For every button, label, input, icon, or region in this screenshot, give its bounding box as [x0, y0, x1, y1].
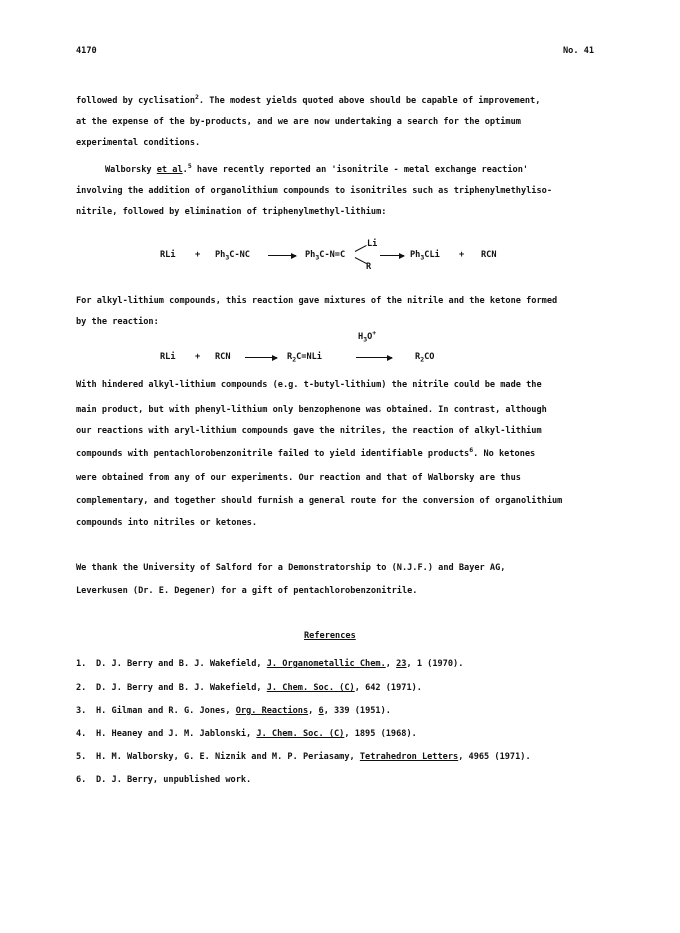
text-line: were obtained from any of our experiments. Our reaction and that of Walborsky are thus: [76, 473, 521, 483]
substituent-li: Li: [367, 239, 378, 249]
reagent-isonitrile: $Ph_3C-NC$: [215, 250, 250, 262]
text-span: compounds with pentachlorobenzonitrile failed to yield identifiable products: [76, 449, 470, 459]
text-span: . The modest yields quoted above should be capable of improvement,: [198, 96, 541, 106]
reagent-rli: RLi: [160, 250, 176, 260]
plus-sign: +: [459, 250, 465, 260]
issue-number: No. 41: [563, 46, 595, 56]
reference-number: 2.: [76, 683, 87, 693]
text-line: compounds into nitriles or ketones.: [76, 518, 258, 528]
reference-text: D. J. Berry and B. J. Wakefield, J. Chem. Soc. (C), 642 (1971).: [96, 683, 422, 693]
reference-text: D. J. Berry, unpublished work.: [96, 775, 252, 785]
plus-sign: +: [195, 352, 201, 362]
reference-text: D. J. Berry and B. J. Wakefield, J. Organometallic Chem., 23, 1 (1970).: [96, 659, 464, 669]
reference-number: 4.: [76, 729, 87, 739]
text-line: [76, 93, 541, 106]
reference-number: 5.: [76, 752, 87, 762]
text-line: at the expense of the by-products, and we are now undertaking a search for the optimum: [76, 117, 521, 127]
text-line: nitrile, followed by elimination of triphenylmethyl-lithium:: [76, 207, 387, 217]
text-line: With hindered alkyl-lithium compounds (e.g. t-butyl-lithium) the nitrile could be made the: [76, 380, 542, 390]
plus-sign: +: [195, 250, 201, 260]
footnote-ref: 6: [469, 446, 474, 455]
reference-number: 6.: [76, 775, 87, 785]
text-line: For alkyl-lithium compounds, this reaction gave mixtures of the nitrile and the ketone formed: [76, 296, 558, 306]
reference-number: 3.: [76, 706, 87, 716]
reference-number: 1.: [76, 659, 87, 669]
reference-text: H. Gilman and R. G. Jones, Org. Reactions, 6, 339 (1951).: [96, 706, 391, 716]
substituent-r: R: [366, 262, 372, 272]
reaction-arrow: [245, 357, 277, 358]
intermediate-imine-salt: $R_2C=NLi$: [287, 352, 322, 364]
bond-line: [355, 245, 367, 252]
page-number: 4170: [76, 46, 97, 56]
bond-line: [355, 257, 367, 264]
text-span: .: [182, 165, 188, 175]
text-span: . No ketones: [473, 449, 536, 459]
reagent-rli: RLi: [160, 352, 176, 362]
product-trityllithium: $Ph_3CLi$: [410, 250, 440, 262]
text-line: Leverkusen (Dr. E. Degener) for a gift of pentachlorobenzonitrile.: [76, 586, 418, 596]
reaction-arrow: [380, 255, 404, 256]
text-line: main product, but with phenyl-lithium only benzophenone was obtained. In contrast, although: [76, 405, 547, 415]
product-ketone: $R_2CO$: [415, 352, 435, 364]
text-line: [105, 162, 529, 175]
text-line: involving the addition of organolithium compounds to isonitriles such as triphenylmethyliso-: [76, 186, 552, 196]
text-line: complementary, and together should furnish a general route for the conversion of organolithium: [76, 496, 563, 506]
text-line: by the reaction:: [76, 317, 159, 327]
reaction-arrow: [268, 255, 296, 256]
et-al-text: et al: [156, 165, 183, 175]
text-line: [76, 446, 536, 459]
reaction-arrow: [356, 357, 392, 358]
reference-text: H. M. Walborsky, G. E. Niznik and M. P. Periasamy, Tetrahedron Letters, 4965 (1971).: [96, 752, 531, 762]
references-heading: References: [304, 631, 356, 641]
reagent-hydronium: $H_3O^+$: [358, 329, 377, 344]
intermediate-imine: $Ph_3C-N=C$: [305, 250, 346, 262]
text-line: We thank the University of Salford for a Demonstratorship to (N.J.F.) and Bayer AG,: [76, 563, 506, 573]
text-line: our reactions with aryl-lithium compounds gave the nitriles, the reaction of alkyl-lithium: [76, 426, 542, 436]
text-span: followed by cyclisation: [76, 96, 195, 106]
reference-text: H. Heaney and J. M. Jablonski, J. Chem. Soc. (C), 1895 (1968).: [96, 729, 417, 739]
text-span: have recently reported an 'isonitrile - metal exchange reaction': [191, 165, 529, 175]
reagent-nitrile: RCN: [215, 352, 231, 362]
text-line: experimental conditions.: [76, 138, 201, 148]
footnote-ref: 5: [187, 162, 192, 171]
text-span: Walborsky: [105, 165, 157, 175]
product-nitrile: RCN: [481, 250, 497, 260]
footnote-ref: 2: [195, 93, 199, 102]
